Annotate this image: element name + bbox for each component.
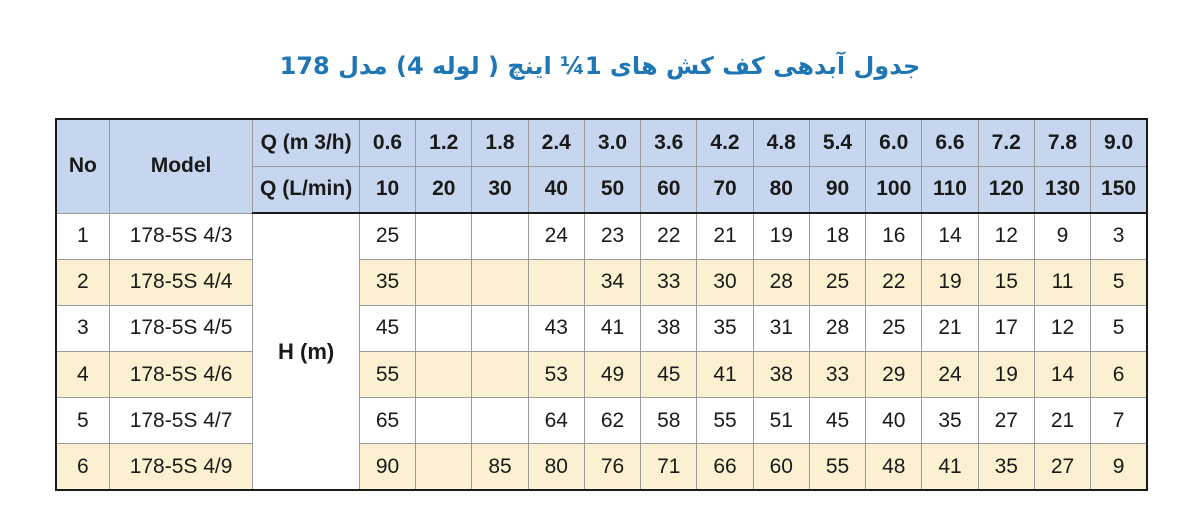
head-value-cell: 25 bbox=[809, 259, 865, 305]
head-value-cell: 33 bbox=[641, 259, 697, 305]
head-value-cell: 28 bbox=[753, 259, 809, 305]
header-q-lmin-value: 30 bbox=[472, 166, 528, 213]
header-model: Model bbox=[109, 119, 253, 213]
head-value-cell: 49 bbox=[584, 351, 640, 397]
head-value-cell: 76 bbox=[584, 444, 640, 490]
header-q-m3h-value: 7.2 bbox=[978, 119, 1034, 166]
head-value-cell: 35 bbox=[922, 398, 978, 444]
header-q-lmin-label: Q (L/min) bbox=[253, 166, 359, 213]
head-value-cell: 5 bbox=[1091, 259, 1147, 305]
head-value-cell: 12 bbox=[978, 213, 1034, 259]
head-value-cell: 25 bbox=[866, 305, 922, 351]
head-value-cell bbox=[472, 351, 528, 397]
header-q-lmin-value: 80 bbox=[753, 166, 809, 213]
head-value-cell bbox=[472, 259, 528, 305]
head-value-cell: 55 bbox=[359, 351, 415, 397]
head-value-cell bbox=[416, 259, 472, 305]
row-number: 4 bbox=[56, 351, 109, 397]
head-value-cell: 28 bbox=[809, 305, 865, 351]
header-q-lmin-value: 120 bbox=[978, 166, 1034, 213]
row-number: 5 bbox=[56, 398, 109, 444]
head-value-cell: 45 bbox=[809, 398, 865, 444]
head-value-cell bbox=[416, 305, 472, 351]
head-value-cell: 80 bbox=[528, 444, 584, 490]
head-value-cell: 48 bbox=[866, 444, 922, 490]
head-value-cell: 60 bbox=[753, 444, 809, 490]
head-value-cell: 11 bbox=[1034, 259, 1090, 305]
head-value-cell: 22 bbox=[866, 259, 922, 305]
head-value-cell bbox=[528, 259, 584, 305]
header-q-lmin-value: 150 bbox=[1091, 166, 1147, 213]
row-model: 178-5S 4/5 bbox=[109, 305, 253, 351]
header-q-m3h-value: 1.2 bbox=[416, 119, 472, 166]
row-number: 3 bbox=[56, 305, 109, 351]
table-row bbox=[56, 259, 1147, 305]
head-value-cell: 7 bbox=[1091, 398, 1147, 444]
table-row bbox=[56, 444, 1147, 490]
header-q-lmin-value: 60 bbox=[641, 166, 697, 213]
head-value-cell: 17 bbox=[978, 305, 1034, 351]
table-row bbox=[56, 398, 1147, 444]
head-value-cell: 71 bbox=[641, 444, 697, 490]
header-q-m3h-value: 6.6 bbox=[922, 119, 978, 166]
row-number: 6 bbox=[56, 444, 109, 490]
head-value-cell bbox=[472, 213, 528, 259]
row-model: 178-5S 4/3 bbox=[109, 213, 253, 259]
head-value-cell: 16 bbox=[866, 213, 922, 259]
header-q-m3h-value: 1.8 bbox=[472, 119, 528, 166]
head-value-cell: 30 bbox=[697, 259, 753, 305]
head-value-cell: 38 bbox=[753, 351, 809, 397]
header-q-m3h-value: 9.0 bbox=[1091, 119, 1147, 166]
row-model: 178-5S 4/6 bbox=[109, 351, 253, 397]
header-q-lmin-value: 20 bbox=[416, 166, 472, 213]
row-model: 178-5S 4/4 bbox=[109, 259, 253, 305]
header-no: No bbox=[56, 119, 109, 213]
header-q-m3h-value: 0.6 bbox=[359, 119, 415, 166]
row-number: 1 bbox=[56, 213, 109, 259]
head-value-cell: 14 bbox=[1034, 351, 1090, 397]
head-label: H (m) bbox=[253, 213, 359, 490]
head-value-cell bbox=[416, 351, 472, 397]
header-q-m3h-label: Q (m 3/h) bbox=[253, 119, 359, 166]
head-value-cell: 41 bbox=[584, 305, 640, 351]
head-value-cell: 90 bbox=[359, 444, 415, 490]
head-value-cell: 24 bbox=[528, 213, 584, 259]
table-row bbox=[56, 305, 1147, 351]
head-value-cell: 6 bbox=[1091, 351, 1147, 397]
header-q-lmin-value: 10 bbox=[359, 166, 415, 213]
head-value-cell: 9 bbox=[1034, 213, 1090, 259]
header-q-m3h-value: 7.8 bbox=[1034, 119, 1090, 166]
header-q-m3h-value: 4.8 bbox=[753, 119, 809, 166]
header-q-m3h-value: 4.2 bbox=[697, 119, 753, 166]
head-value-cell bbox=[416, 444, 472, 490]
head-value-cell: 24 bbox=[922, 351, 978, 397]
header-q-lmin-value: 40 bbox=[528, 166, 584, 213]
head-value-cell: 66 bbox=[697, 444, 753, 490]
head-value-cell: 21 bbox=[922, 305, 978, 351]
header-q-lmin-value: 70 bbox=[697, 166, 753, 213]
header-q-m3h-value: 6.0 bbox=[866, 119, 922, 166]
header-q-lmin-value: 110 bbox=[922, 166, 978, 213]
head-value-cell: 34 bbox=[584, 259, 640, 305]
head-value-cell: 25 bbox=[359, 213, 415, 259]
header-q-m3h-value: 3.6 bbox=[641, 119, 697, 166]
head-value-cell: 31 bbox=[753, 305, 809, 351]
head-value-cell: 21 bbox=[1034, 398, 1090, 444]
head-value-cell: 5 bbox=[1091, 305, 1147, 351]
header-q-m3h-value: 3.0 bbox=[584, 119, 640, 166]
head-value-cell: 55 bbox=[809, 444, 865, 490]
head-value-cell: 55 bbox=[697, 398, 753, 444]
header-q-lmin-value: 100 bbox=[866, 166, 922, 213]
header-q-lmin-value: 130 bbox=[1034, 166, 1090, 213]
head-value-cell: 19 bbox=[978, 351, 1034, 397]
head-value-cell: 85 bbox=[472, 444, 528, 490]
table-row bbox=[56, 213, 1147, 259]
head-value-cell: 3 bbox=[1091, 213, 1147, 259]
head-value-cell: 15 bbox=[978, 259, 1034, 305]
head-value-cell: 62 bbox=[584, 398, 640, 444]
head-value-cell bbox=[472, 305, 528, 351]
head-value-cell: 51 bbox=[753, 398, 809, 444]
head-value-cell: 35 bbox=[978, 444, 1034, 490]
head-value-cell: 27 bbox=[1034, 444, 1090, 490]
head-value-cell: 45 bbox=[641, 351, 697, 397]
head-value-cell: 65 bbox=[359, 398, 415, 444]
head-value-cell: 22 bbox=[641, 213, 697, 259]
head-value-cell: 58 bbox=[641, 398, 697, 444]
head-value-cell: 19 bbox=[753, 213, 809, 259]
pump-flow-table bbox=[55, 118, 1148, 491]
head-value-cell: 23 bbox=[584, 213, 640, 259]
head-value-cell: 43 bbox=[528, 305, 584, 351]
header-q-m3h-value: 2.4 bbox=[528, 119, 584, 166]
head-value-cell: 27 bbox=[978, 398, 1034, 444]
head-value-cell: 41 bbox=[922, 444, 978, 490]
head-value-cell bbox=[472, 398, 528, 444]
head-value-cell: 14 bbox=[922, 213, 978, 259]
head-value-cell: 41 bbox=[697, 351, 753, 397]
head-value-cell bbox=[416, 398, 472, 444]
head-value-cell: 12 bbox=[1034, 305, 1090, 351]
table-row bbox=[56, 351, 1147, 397]
head-value-cell: 40 bbox=[866, 398, 922, 444]
head-value-cell: 21 bbox=[697, 213, 753, 259]
head-value-cell: 53 bbox=[528, 351, 584, 397]
header-q-m3h-value: 5.4 bbox=[809, 119, 865, 166]
row-number: 2 bbox=[56, 259, 109, 305]
head-value-cell: 29 bbox=[866, 351, 922, 397]
page-title: جدول آبدهی کف کش های 1¼ اینچ ( لوله 4) مدل 178 bbox=[279, 52, 921, 80]
head-value-cell bbox=[416, 213, 472, 259]
header-q-lmin-value: 50 bbox=[584, 166, 640, 213]
head-value-cell: 9 bbox=[1091, 444, 1147, 490]
head-value-cell: 38 bbox=[641, 305, 697, 351]
row-model: 178-5S 4/7 bbox=[109, 398, 253, 444]
head-value-cell: 45 bbox=[359, 305, 415, 351]
head-value-cell: 19 bbox=[922, 259, 978, 305]
head-value-cell: 18 bbox=[809, 213, 865, 259]
head-value-cell: 33 bbox=[809, 351, 865, 397]
row-model: 178-5S 4/9 bbox=[109, 444, 253, 490]
head-value-cell: 35 bbox=[359, 259, 415, 305]
head-value-cell: 64 bbox=[528, 398, 584, 444]
header-q-lmin-value: 90 bbox=[809, 166, 865, 213]
head-value-cell: 35 bbox=[697, 305, 753, 351]
